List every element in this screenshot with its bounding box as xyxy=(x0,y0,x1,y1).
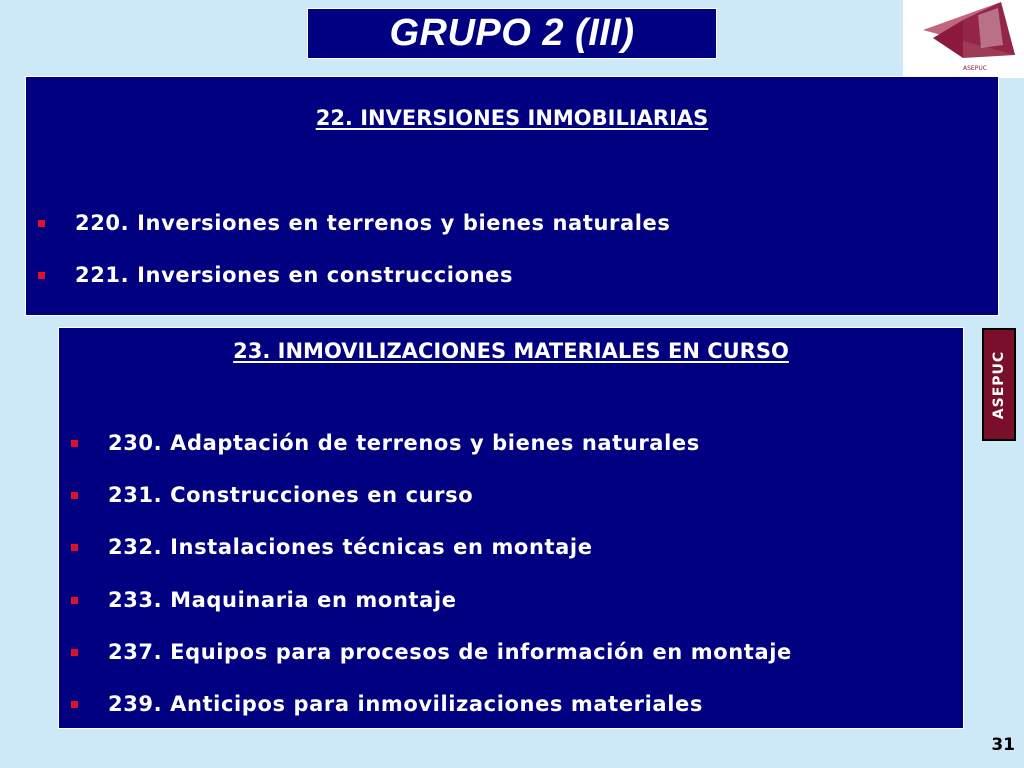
bullet-icon xyxy=(71,440,78,447)
asepuc-logo-icon xyxy=(903,0,1024,78)
list-item-label: 230. Adaptación de terrenos y bienes naturales xyxy=(108,431,700,455)
slide-title: GRUPO 2 (III) xyxy=(389,12,635,54)
bullet-icon xyxy=(71,492,78,499)
bullet-icon xyxy=(38,272,45,279)
bullet-icon xyxy=(71,649,78,656)
list-item xyxy=(71,431,700,455)
list-item xyxy=(71,483,473,507)
section-heading: 23. INMOVILIZACIONES MATERIALES EN CURSO xyxy=(233,339,789,363)
list-item xyxy=(71,640,792,664)
side-tab-label: ASEPUC xyxy=(991,350,1008,419)
list-item xyxy=(71,692,703,716)
list-item xyxy=(38,211,671,235)
list-item-label: 231. Construcciones en curso xyxy=(108,483,474,507)
section-inversiones-inmobiliarias xyxy=(25,76,999,316)
bullet-icon xyxy=(71,701,78,708)
list-item-label: 239. Anticipos para inmovilizaciones materiales xyxy=(108,692,703,716)
bullet-icon xyxy=(38,220,45,227)
bullet-icon xyxy=(71,544,78,551)
list-item-label: 237. Equipos para procesos de información en montaje xyxy=(108,640,792,664)
svg-text:ASEPUC: ASEPUC xyxy=(963,65,987,72)
list-item-label: 220. Inversiones en terrenos y bienes naturales xyxy=(75,211,671,235)
list-item-label: 233. Maquinaria en montaje xyxy=(108,588,457,612)
bullet-icon xyxy=(71,597,78,604)
asepuc-side-tab xyxy=(982,328,1016,441)
section-inmovilizaciones-en-curso xyxy=(58,327,964,729)
list-item-label: 232. Instalaciones técnicas en montaje xyxy=(108,535,593,559)
page-number: 31 xyxy=(991,735,1015,755)
list-item xyxy=(71,535,593,559)
list-item xyxy=(71,588,457,612)
section-heading: 22. INVERSIONES INMOBILIARIAS xyxy=(315,106,709,130)
list-item xyxy=(38,263,513,287)
list-item-label: 221. Inversiones en construcciones xyxy=(75,263,514,287)
slide-title-box xyxy=(307,8,717,59)
asepuc-logo xyxy=(903,0,1024,78)
